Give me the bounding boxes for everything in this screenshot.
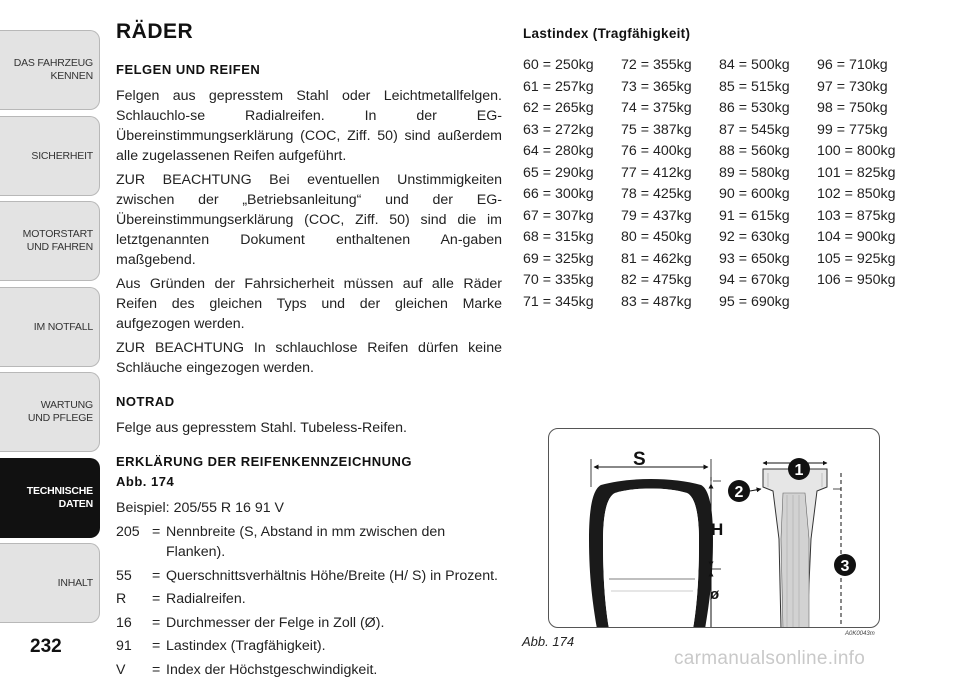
tab-label: DAS FAHRZEUG KENNEN (13, 57, 93, 82)
tire-cross-section (589, 479, 713, 628)
callout-1 (788, 458, 810, 480)
tab-sicherheit[interactable] (0, 116, 100, 196)
left-column (116, 22, 502, 683)
page-title: RÄDER (116, 20, 194, 43)
tab-label: SICHERHEIT (31, 149, 93, 162)
tab-label: MOTORSTART UND FAHREN (22, 228, 93, 253)
load-index-entry: 86 = 530kg (719, 100, 790, 116)
paragraph: ZUR BEACHTUNG In schlauchlose Reifen dürfen keine Schläuche eingezogen werden. (116, 340, 502, 376)
load-index-entry: 60 = 250kg (523, 57, 594, 73)
load-index-entry: 80 = 450kg (621, 229, 692, 245)
load-index-entry: 79 = 437kg (621, 207, 692, 224)
svg-text:3: 3 (840, 558, 850, 575)
spec-list (116, 522, 502, 680)
load-index-entry: 85 = 515kg (719, 78, 790, 95)
spec-row: 91 = Lastindex (Tragfähigkeit). (116, 638, 326, 654)
tab-label: TECHNISCHE DATEN (26, 485, 93, 510)
figure-code: A0K0043m (845, 631, 875, 637)
page-number: 232 (30, 636, 62, 657)
load-index-entry: 63 = 272kg (523, 121, 594, 138)
paragraph: Aus Gründen der Fahrsicherheit müssen auf alle Räder Reifen des gleichen Typs und der gleichen Marke aufgezogen werden. (116, 276, 502, 332)
load-index-entry: 88 = 560kg (719, 143, 790, 159)
load-index-entry: 77 = 412kg (621, 164, 692, 181)
load-index-entry: 87 = 545kg (719, 121, 790, 138)
load-index-entry: 64 = 280kg (523, 143, 594, 159)
label-s: S (633, 449, 646, 470)
callout-3 (834, 554, 856, 576)
watermark: carmanualsonline.info (674, 648, 866, 669)
load-index-column (621, 57, 719, 315)
load-index-entry: 72 = 355kg (621, 57, 692, 73)
load-index-entry: 105 = 925kg (817, 250, 896, 267)
tab-inhalt[interactable] (0, 543, 100, 623)
load-index-column (719, 57, 817, 315)
svg-text:2: 2 (734, 484, 744, 501)
label-diameter: ø (710, 586, 720, 603)
load-index-entry: 61 = 257kg (523, 78, 594, 95)
spec-row: 55 = Querschnittsverhältnis Höhe/Breite (H/ S) in Prozent. (116, 567, 498, 584)
spec-row: V = Index der Höchstgeschwindigkeit. (116, 661, 378, 678)
example-line: Beispiel: 205/55 R 16 91 V (116, 500, 284, 516)
paragraph: Felgen aus gepresstem Stahl oder Leichtmetallfelgen. Schlauchlo-se Radialreifen. In der EG-Übereinstimmungserklärung (COC, Ziff. 50) sind außerdem alle zugelassenen Reifen aufgeführt. (116, 88, 502, 164)
paragraph: ZUR BEACHTUNG Bei eventuellen Unstimmigkeiten zwischen der „Betriebsanleitung“ und der EG-Übereinstimmungserklärung (COC, Ziff. 50) sind die im letztgenannten Dokument enthaltenen An-gaben maßgebend. (116, 172, 502, 268)
section-heading-reifenkennzeichnung: ERKLÄRUNG DER REIFENKENNZEICHNUNG (116, 454, 413, 469)
load-index-entry: 89 = 580kg (719, 164, 790, 181)
load-index-entry: 91 = 615kg (719, 207, 790, 224)
load-index-entry: 93 = 650kg (719, 250, 790, 267)
load-index-entry: 71 = 345kg (523, 293, 594, 310)
section-heading-notrad: NOTRAD (116, 394, 175, 409)
tab-label: INHALT (57, 576, 93, 589)
rim-profile (763, 463, 841, 628)
tab-label: IM NOTFALL (33, 320, 93, 333)
spec-row: 205 = Nennbreite (S, Abstand in mm zwischen den Flanken). (116, 524, 446, 560)
tab-motorstart-und-fahren[interactable] (0, 201, 100, 281)
load-index-entry: 76 = 400kg (621, 143, 692, 159)
load-index-entry: 73 = 365kg (621, 78, 692, 95)
load-index-column (817, 57, 915, 315)
load-index-entry: 69 = 325kg (523, 250, 594, 267)
load-index-entry: 106 = 950kg (817, 272, 896, 288)
load-index-entry: 65 = 290kg (523, 164, 594, 181)
load-index-entry: 78 = 425kg (621, 186, 692, 202)
tab-das-fahrzeug-kennen[interactable] (0, 30, 100, 110)
load-index-entry: 75 = 387kg (621, 121, 692, 138)
spec-row: R = Radialreifen. (116, 591, 246, 607)
load-index-entry: 101 = 825kg (817, 164, 896, 181)
section-subheading-abb: Abb. 174 (116, 474, 175, 489)
label-h: H (711, 520, 724, 539)
tab-wartung-und-pflege[interactable] (0, 372, 100, 452)
paragraph: Felge aus gepresstem Stahl. Tubeless-Reifen. (116, 420, 407, 436)
callout-2 (728, 480, 761, 502)
load-index-entry: 92 = 630kg (719, 229, 790, 245)
load-index-table (523, 57, 923, 315)
tab-im-notfall[interactable] (0, 287, 100, 367)
figure-caption: Abb. 174 (522, 634, 575, 649)
tire-diagram (548, 428, 880, 628)
load-index-entry: 90 = 600kg (719, 186, 790, 202)
load-index-entry: 74 = 375kg (621, 100, 692, 116)
load-index-entry: 94 = 670kg (719, 272, 790, 288)
load-index-entry: 104 = 900kg (817, 229, 896, 245)
load-index-column (523, 57, 621, 315)
spec-row: 16 = Durchmesser der Felge in Zoll (Ø). (116, 614, 385, 631)
right-column (523, 26, 923, 315)
section-heading-felgen: FELGEN UND REIFEN (116, 62, 261, 77)
load-index-entry: 82 = 475kg (621, 272, 692, 288)
load-index-entry: 67 = 307kg (523, 207, 594, 224)
load-index-entry: 100 = 800kg (817, 143, 896, 159)
load-index-entry: 102 = 850kg (817, 186, 896, 202)
load-index-entry: 103 = 875kg (817, 207, 896, 224)
load-index-entry: 99 = 775kg (817, 121, 888, 138)
load-index-entry: 68 = 315kg (523, 229, 594, 245)
load-index-entry: 84 = 500kg (719, 57, 790, 73)
load-index-entry: 62 = 265kg (523, 100, 594, 116)
svg-text:1: 1 (794, 462, 804, 479)
load-index-entry: 66 = 300kg (523, 186, 594, 202)
load-index-entry: 97 = 730kg (817, 78, 888, 95)
tab-technische-daten[interactable] (0, 458, 100, 538)
tire-diagram-svg (549, 429, 880, 628)
load-index-entry: 83 = 487kg (621, 293, 692, 310)
load-index-entry: 98 = 750kg (817, 100, 888, 116)
load-index-title: Lastindex (Tragfähigkeit) (523, 26, 691, 41)
load-index-entry: 81 = 462kg (621, 250, 692, 267)
load-index-entry: 70 = 335kg (523, 272, 594, 288)
load-index-entry: 96 = 710kg (817, 57, 888, 73)
load-index-entry: 95 = 690kg (719, 293, 790, 310)
tab-label: WARTUNG UND PFLEGE (27, 399, 93, 424)
